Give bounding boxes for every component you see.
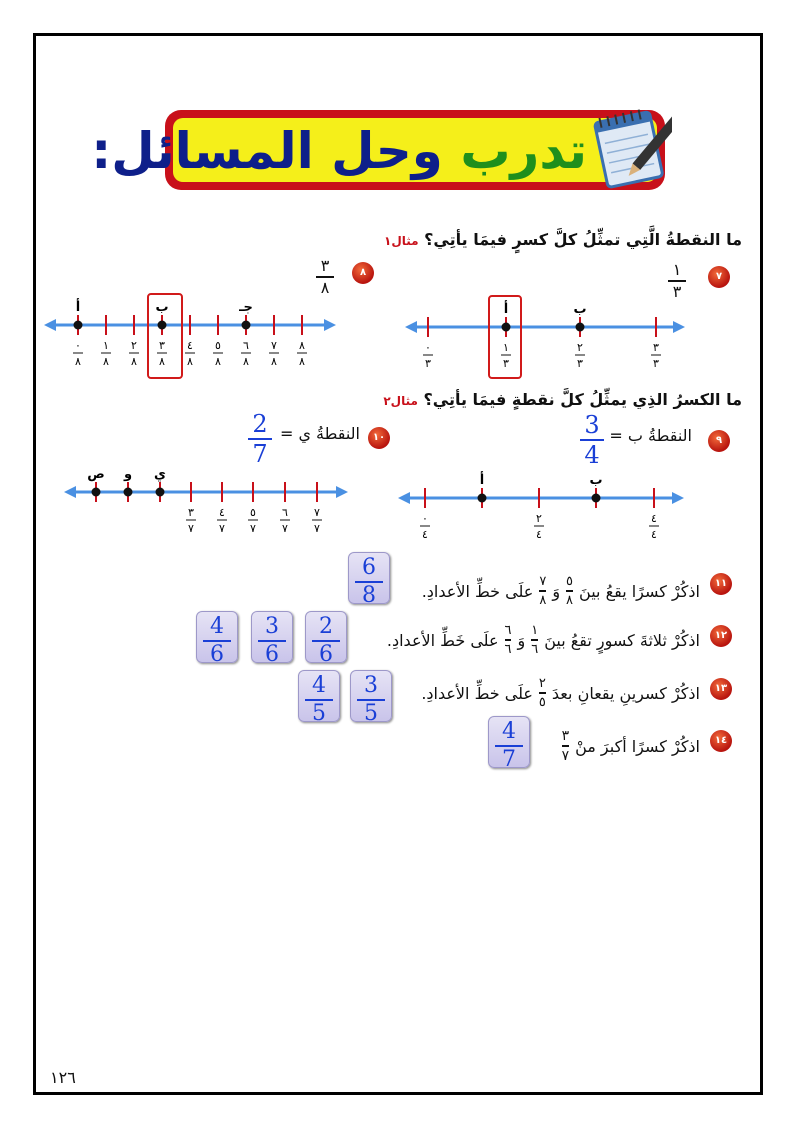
tick-label-denominator: ٧ [282, 522, 288, 535]
q13-frac1-bar [539, 692, 546, 694]
tick-label-denominator: ٧ [250, 522, 256, 535]
section1-heading [384, 230, 742, 249]
q11-frac1-den: ٨ [566, 593, 574, 608]
banner-title [91, 120, 587, 182]
point-marker [592, 494, 601, 503]
q14-answer-1-den: 7 [502, 747, 516, 772]
q14-answer-box[interactable] [488, 716, 530, 772]
page-frame [33, 33, 763, 1095]
tick-label-denominator: ٧ [314, 522, 320, 535]
tick-label-numerator: ٦ [282, 506, 288, 519]
q12-answer-box-1[interactable] [305, 611, 347, 667]
tick-label-denominator: ٤ [651, 528, 657, 541]
q7-badge: ٧ [708, 266, 730, 288]
q10-badge: ١٠ [368, 427, 390, 449]
tick-label-denominator: ٨ [131, 355, 137, 368]
q9-number-line [390, 465, 690, 545]
banner-title-part2: وحل المسائل: [91, 122, 443, 180]
q12-answer-3-num: 4 [210, 614, 224, 639]
q11-frac2-num: ٧ [539, 574, 547, 589]
q12-answer-2-num: 3 [265, 614, 279, 639]
q13-frac1-den: ٥ [538, 695, 546, 710]
tick-label-denominator: ٧ [188, 522, 194, 535]
point-label: ب [573, 302, 587, 317]
q8-frac-num: ٣ [320, 256, 330, 275]
tick-label-denominator: ٨ [159, 355, 165, 368]
q7-frac-den: ٣ [672, 282, 682, 301]
q11-answer-1-den: 8 [362, 583, 376, 608]
q9-label: النقطةُ ب = [609, 426, 692, 445]
arrow-left-icon [405, 321, 417, 333]
q12-answer-box-2[interactable] [251, 611, 293, 667]
arrow-left-icon [44, 319, 56, 331]
q13-answer-2 [299, 675, 339, 725]
tick-label-denominator: ٧ [219, 522, 225, 535]
q7-number-line [400, 290, 695, 375]
q14-text-a: اذكُرْ كسرًا أكبرَ منْ [575, 736, 700, 756]
q13-answer-1-den: 5 [364, 701, 378, 726]
q11-answer-1-num: 6 [362, 555, 376, 580]
tick-label-numerator: ١ [103, 339, 109, 352]
q14-badge: ١٤ [710, 730, 732, 752]
q14-frac1 [562, 729, 570, 763]
q9-answer [580, 413, 604, 467]
q9-answer-num: 3 [584, 411, 600, 439]
q11-text-a: اذكُرْ كسرًا يقعُ بينَ [579, 581, 700, 601]
section2-ref: مثال٢ [383, 394, 418, 408]
tick-label-denominator: ٣ [425, 357, 431, 370]
tick-label-numerator: ٤ [651, 512, 657, 525]
q8-number-line [40, 290, 340, 375]
tick-label-denominator: ٣ [577, 357, 583, 370]
q12-frac1-den: ٦ [531, 642, 539, 657]
tick-label-numerator: ٣ [159, 339, 165, 352]
q12-answer-1-num: 2 [319, 614, 333, 639]
q11-badge: ١١ [710, 573, 732, 595]
q14-answer-1-num: 4 [502, 719, 516, 744]
point-marker [242, 321, 251, 330]
q10-answer [248, 412, 272, 466]
q8-frac-den: ٨ [320, 278, 330, 297]
tick-label-denominator: ٣ [653, 357, 659, 370]
tick-label-denominator: ٨ [103, 355, 109, 368]
q12-frac2-bar [505, 639, 512, 641]
q13-answer-1 [351, 675, 391, 725]
arrow-right-icon [324, 319, 336, 331]
q11-frac2-bar [539, 590, 546, 592]
tick-label-denominator: ٤ [422, 528, 428, 541]
q14-frac1-bar [562, 745, 570, 747]
point-marker [124, 488, 133, 497]
q8-highlight-box [147, 293, 183, 379]
q13-answer-box-1[interactable] [350, 670, 392, 726]
point-marker [576, 323, 585, 332]
section2-heading-text: ما الكسرُ الذِي يمثِّلُ كلَّ نقطةٍ فيمَا يأتِي؟ [423, 390, 742, 409]
q13-frac1 [539, 677, 546, 709]
q9-badge: ٩ [708, 430, 730, 452]
section1-ref: مثال١ [383, 234, 419, 248]
tick-label-numerator: ٣ [653, 341, 659, 354]
tick-label-numerator: ١ [503, 341, 509, 354]
point-label: جـ [239, 300, 253, 315]
banner-title-part1: تدرب [460, 122, 587, 180]
point-label: أ [75, 300, 81, 315]
q13-text-c: علَى خطِّ الأعدادِ. [421, 683, 533, 703]
section2-heading [383, 390, 742, 409]
q14-frac1-num: ٣ [561, 728, 570, 744]
tick-label-numerator: ٠ [422, 512, 428, 525]
tick-label-numerator: ٢ [131, 339, 137, 352]
tick-label-numerator: ٥ [215, 339, 221, 352]
q11-frac2-den: ٨ [539, 593, 547, 608]
point-label: و [123, 467, 133, 482]
q10-answer-num: 2 [252, 410, 268, 438]
point-marker [156, 488, 165, 497]
q11-frac1-num: ٥ [566, 574, 574, 589]
q12-answer-1-den: 6 [319, 642, 333, 667]
point-label: ب [155, 300, 169, 315]
arrow-left-icon [398, 492, 410, 504]
q12-text-b: وَ [517, 630, 526, 650]
page-number: ١٢٦ [50, 1068, 76, 1087]
tick-label-numerator: ٦ [243, 339, 249, 352]
point-label: أ [479, 473, 485, 488]
q12-frac2-num: ٦ [504, 623, 512, 638]
q12-answer-2-den: 6 [265, 642, 279, 667]
tick-label-denominator: ٨ [75, 355, 81, 368]
q10-answer-den: 7 [252, 440, 268, 468]
q9-answer-den: 4 [584, 441, 600, 469]
q13-frac1-num: ٢ [538, 676, 546, 691]
q12-frac1-num: ١ [531, 623, 539, 638]
q12-text-c: علَى خَطِّ الأعدادِ. [386, 630, 499, 650]
tick-label-numerator: ٤ [219, 506, 225, 519]
q11-frac1-bar [566, 590, 573, 592]
q13-answer-2-den: 5 [312, 701, 326, 726]
q14-frac1-den: ٧ [561, 748, 570, 764]
q12-text [387, 624, 700, 656]
point-marker [92, 488, 101, 497]
arrow-right-icon [673, 321, 685, 333]
tick-label-denominator: ٨ [243, 355, 249, 368]
tick-label-denominator: ٨ [271, 355, 277, 368]
point-label: ص [87, 467, 105, 482]
q12-frac2 [505, 624, 512, 656]
q11-text-b: وَ [552, 581, 561, 601]
point-label: ي [154, 467, 166, 482]
tick-label-denominator: ٤ [536, 528, 542, 541]
q11-frac2 [539, 575, 546, 607]
point-label: أ [503, 302, 509, 317]
section1-heading-text: ما النقطةُ الَّتِي تمثِّلُ كلَّ كسرٍ فيمَا يأتِي؟ [424, 230, 742, 249]
q12-answer-1 [306, 616, 346, 666]
q13-answer-1-num: 3 [364, 673, 378, 698]
q13-text [421, 677, 700, 709]
tick-label-denominator: ٨ [299, 355, 305, 368]
q12-text-a: اذكُرْ ثلاثةَ كسورٍ تقعُ بينَ [544, 630, 700, 650]
q11-text [422, 575, 700, 607]
tick-label-numerator: ٠ [425, 341, 431, 354]
q12-answer-box-3[interactable] [196, 611, 238, 667]
q12-answer-3 [197, 616, 237, 666]
tick-label-denominator: ٨ [187, 355, 193, 368]
tick-label-numerator: ٢ [536, 512, 542, 525]
q10-number-line [60, 462, 355, 542]
q11-text-c: علَى خطِّ الأعدادِ. [421, 581, 534, 601]
point-marker [478, 494, 487, 503]
q10-label: النقطةُ ي = [279, 424, 360, 443]
arrow-right-icon [672, 492, 684, 504]
tick-label-numerator: ٨ [299, 339, 305, 352]
q13-answer-2-num: 4 [312, 673, 326, 698]
tick-label-numerator: ٤ [187, 339, 193, 352]
q14-text [562, 729, 700, 763]
notepad-icon [590, 102, 672, 190]
q12-frac2-den: ٦ [504, 642, 512, 657]
q11-answer-1 [349, 557, 389, 607]
point-label: ب [589, 473, 603, 488]
q11-answer-box[interactable] [348, 552, 390, 608]
q13-badge: ١٣ [710, 678, 732, 700]
q8-badge: ٨ [352, 262, 374, 284]
q13-text-a: اذكُرْ كسرينِ يقعانِ بعدَ [551, 683, 700, 703]
q7-frac-num: ١ [672, 260, 682, 279]
tick-label-denominator: ٨ [215, 355, 221, 368]
tick-label-numerator: ٧ [314, 506, 320, 519]
q12-frac1 [531, 624, 538, 656]
q12-answer-3-den: 6 [210, 642, 224, 667]
q7-highlight-box [488, 295, 522, 379]
tick-label-numerator: ٣ [188, 506, 194, 519]
arrow-left-icon [64, 486, 76, 498]
tick-label-numerator: ٢ [577, 341, 583, 354]
q14-answer-1 [489, 721, 529, 771]
tick-label-numerator: ٧ [271, 339, 277, 352]
tick-label-numerator: ٥ [250, 506, 256, 519]
tick-label-numerator: ٠ [75, 339, 81, 352]
q11-frac1 [566, 575, 573, 607]
point-marker [74, 321, 83, 330]
q12-answer-2 [252, 616, 292, 666]
q12-frac1-bar [531, 639, 538, 641]
arrow-right-icon [336, 486, 348, 498]
q13-answer-box-2[interactable] [298, 670, 340, 726]
q12-badge: ١٢ [710, 625, 732, 647]
tick-label-denominator: ٣ [503, 357, 509, 370]
